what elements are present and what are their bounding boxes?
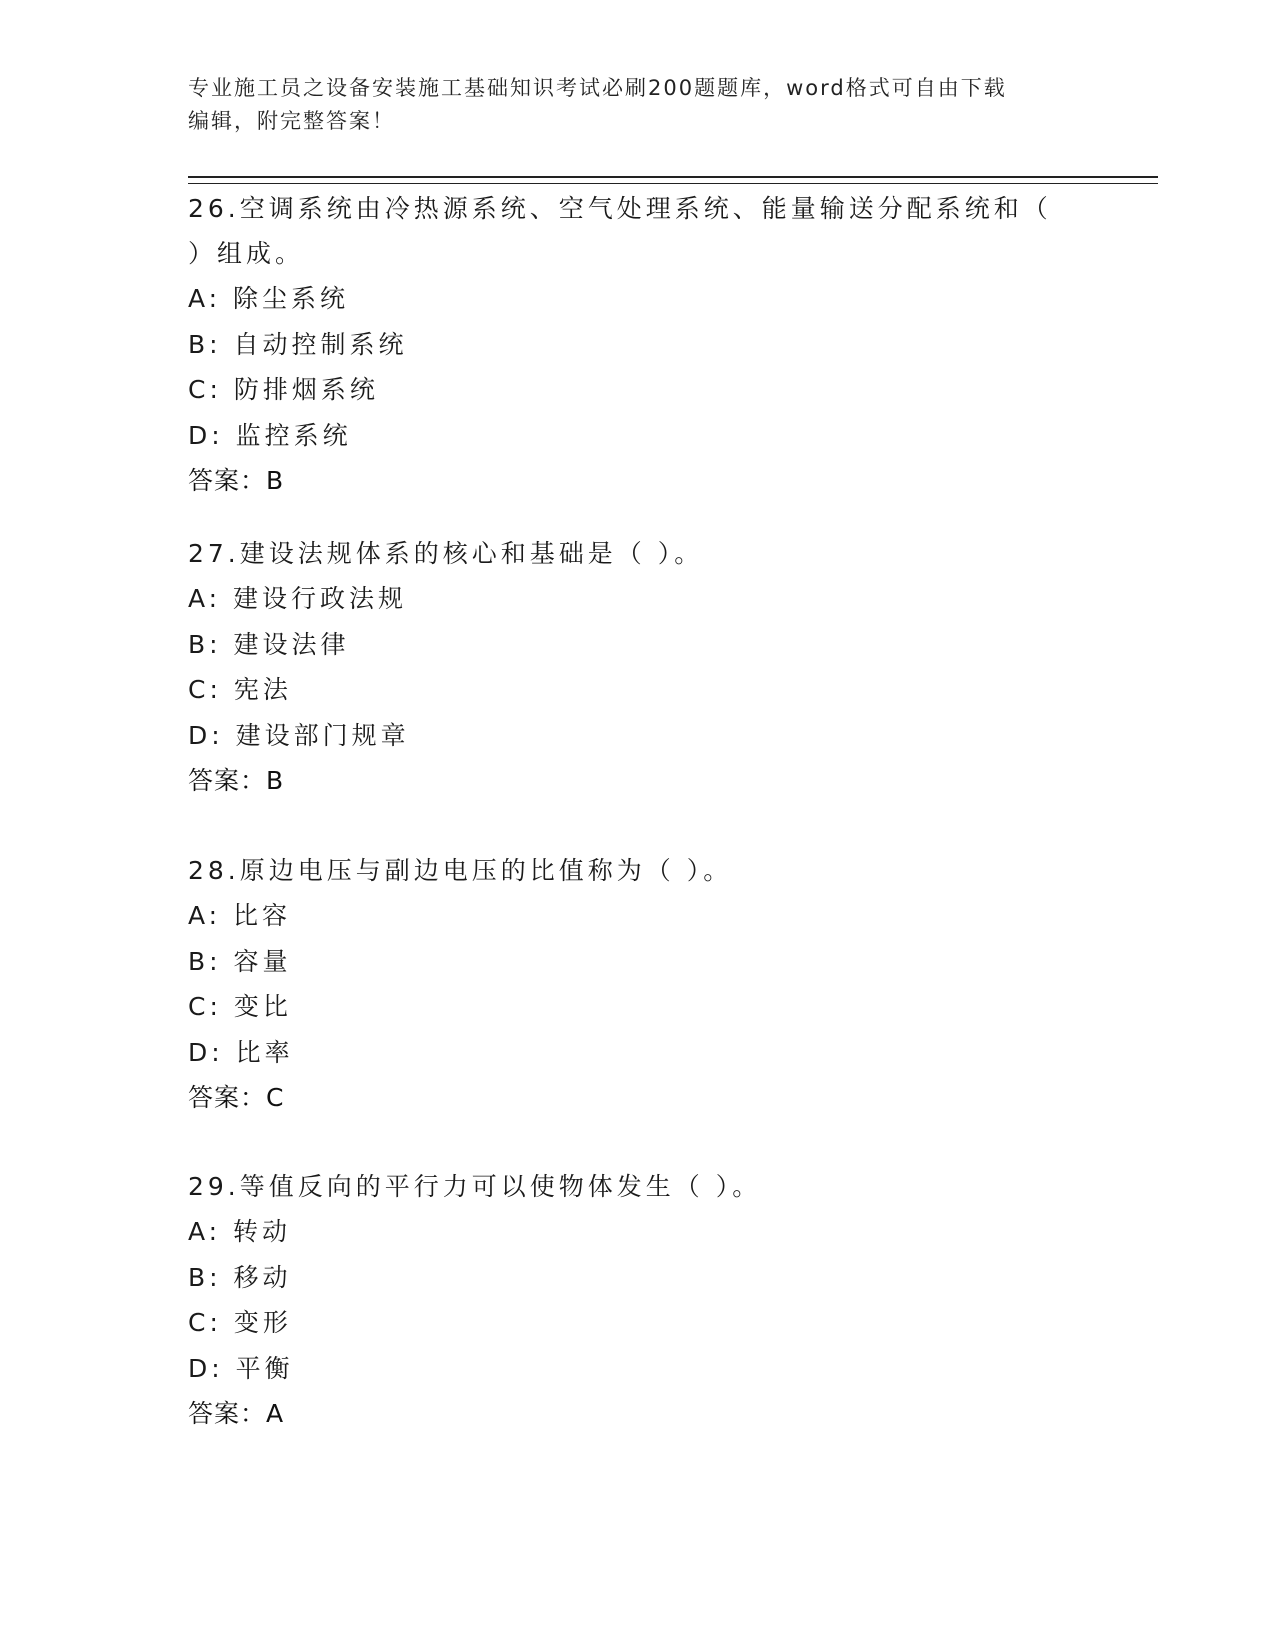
question-stem-line-1: 29.等值反向的平行力可以使物体发生（ ）。 bbox=[188, 1172, 762, 1201]
option-b: B: 建设法律 bbox=[188, 629, 350, 659]
answer-line bbox=[188, 1075, 1088, 1121]
answer-value: A bbox=[266, 1399, 285, 1428]
option-d: D: 平衡 bbox=[188, 1353, 294, 1383]
header-line-2: 编辑，附完整答案！ bbox=[188, 109, 395, 133]
option-a: A: 转动 bbox=[188, 1217, 292, 1246]
question-29 bbox=[188, 1164, 1088, 1437]
page-header bbox=[188, 72, 1088, 138]
answer-label: 答案： bbox=[188, 1083, 267, 1112]
option-c: C: 变形 bbox=[188, 1308, 292, 1337]
option-c: C: 宪法 bbox=[188, 675, 292, 704]
answer-line bbox=[188, 458, 1088, 504]
answer-label: 答案： bbox=[188, 1399, 267, 1428]
answer-label: 答案： bbox=[188, 766, 267, 795]
option-c: C: 防排烟系统 bbox=[188, 375, 379, 404]
answer-value: B bbox=[266, 766, 285, 795]
question-stem-line-1: 28.原边电压与副边电压的比值称为（ ）。 bbox=[188, 856, 733, 885]
question-26 bbox=[188, 186, 1088, 504]
answer-line bbox=[188, 758, 1088, 804]
answer-line bbox=[188, 1391, 1088, 1437]
option-d: D: 监控系统 bbox=[188, 420, 352, 450]
question-28 bbox=[188, 848, 1088, 1121]
answer-value: B bbox=[266, 466, 285, 495]
header-divider bbox=[188, 176, 1158, 184]
option-b: B: 自动控制系统 bbox=[188, 329, 408, 359]
option-a: A: 除尘系统 bbox=[188, 284, 350, 313]
option-c: C: 变比 bbox=[188, 992, 292, 1021]
option-d: D: 建设部门规章 bbox=[188, 720, 410, 750]
header-line-1: 专业施工员之设备安装施工基础知识考试必刷200题题库，word格式可自由下载 bbox=[188, 76, 1007, 100]
option-d: D: 比率 bbox=[188, 1037, 294, 1067]
question-27 bbox=[188, 531, 1088, 804]
option-b: B: 移动 bbox=[188, 1262, 292, 1292]
option-a: A: 建设行政法规 bbox=[188, 584, 408, 613]
question-stem-line-1: 27.建设法规体系的核心和基础是（ ）。 bbox=[188, 539, 704, 568]
answer-label: 答案： bbox=[188, 466, 267, 495]
question-stem-line-2: ）组成。 bbox=[188, 239, 305, 268]
option-b: B: 容量 bbox=[188, 946, 292, 976]
question-stem-line-1: 26.空调系统由冷热源系统、空气处理系统、能量输送分配系统和（ bbox=[188, 194, 1052, 223]
answer-value: C bbox=[266, 1083, 285, 1112]
option-a: A: 比容 bbox=[188, 901, 292, 930]
